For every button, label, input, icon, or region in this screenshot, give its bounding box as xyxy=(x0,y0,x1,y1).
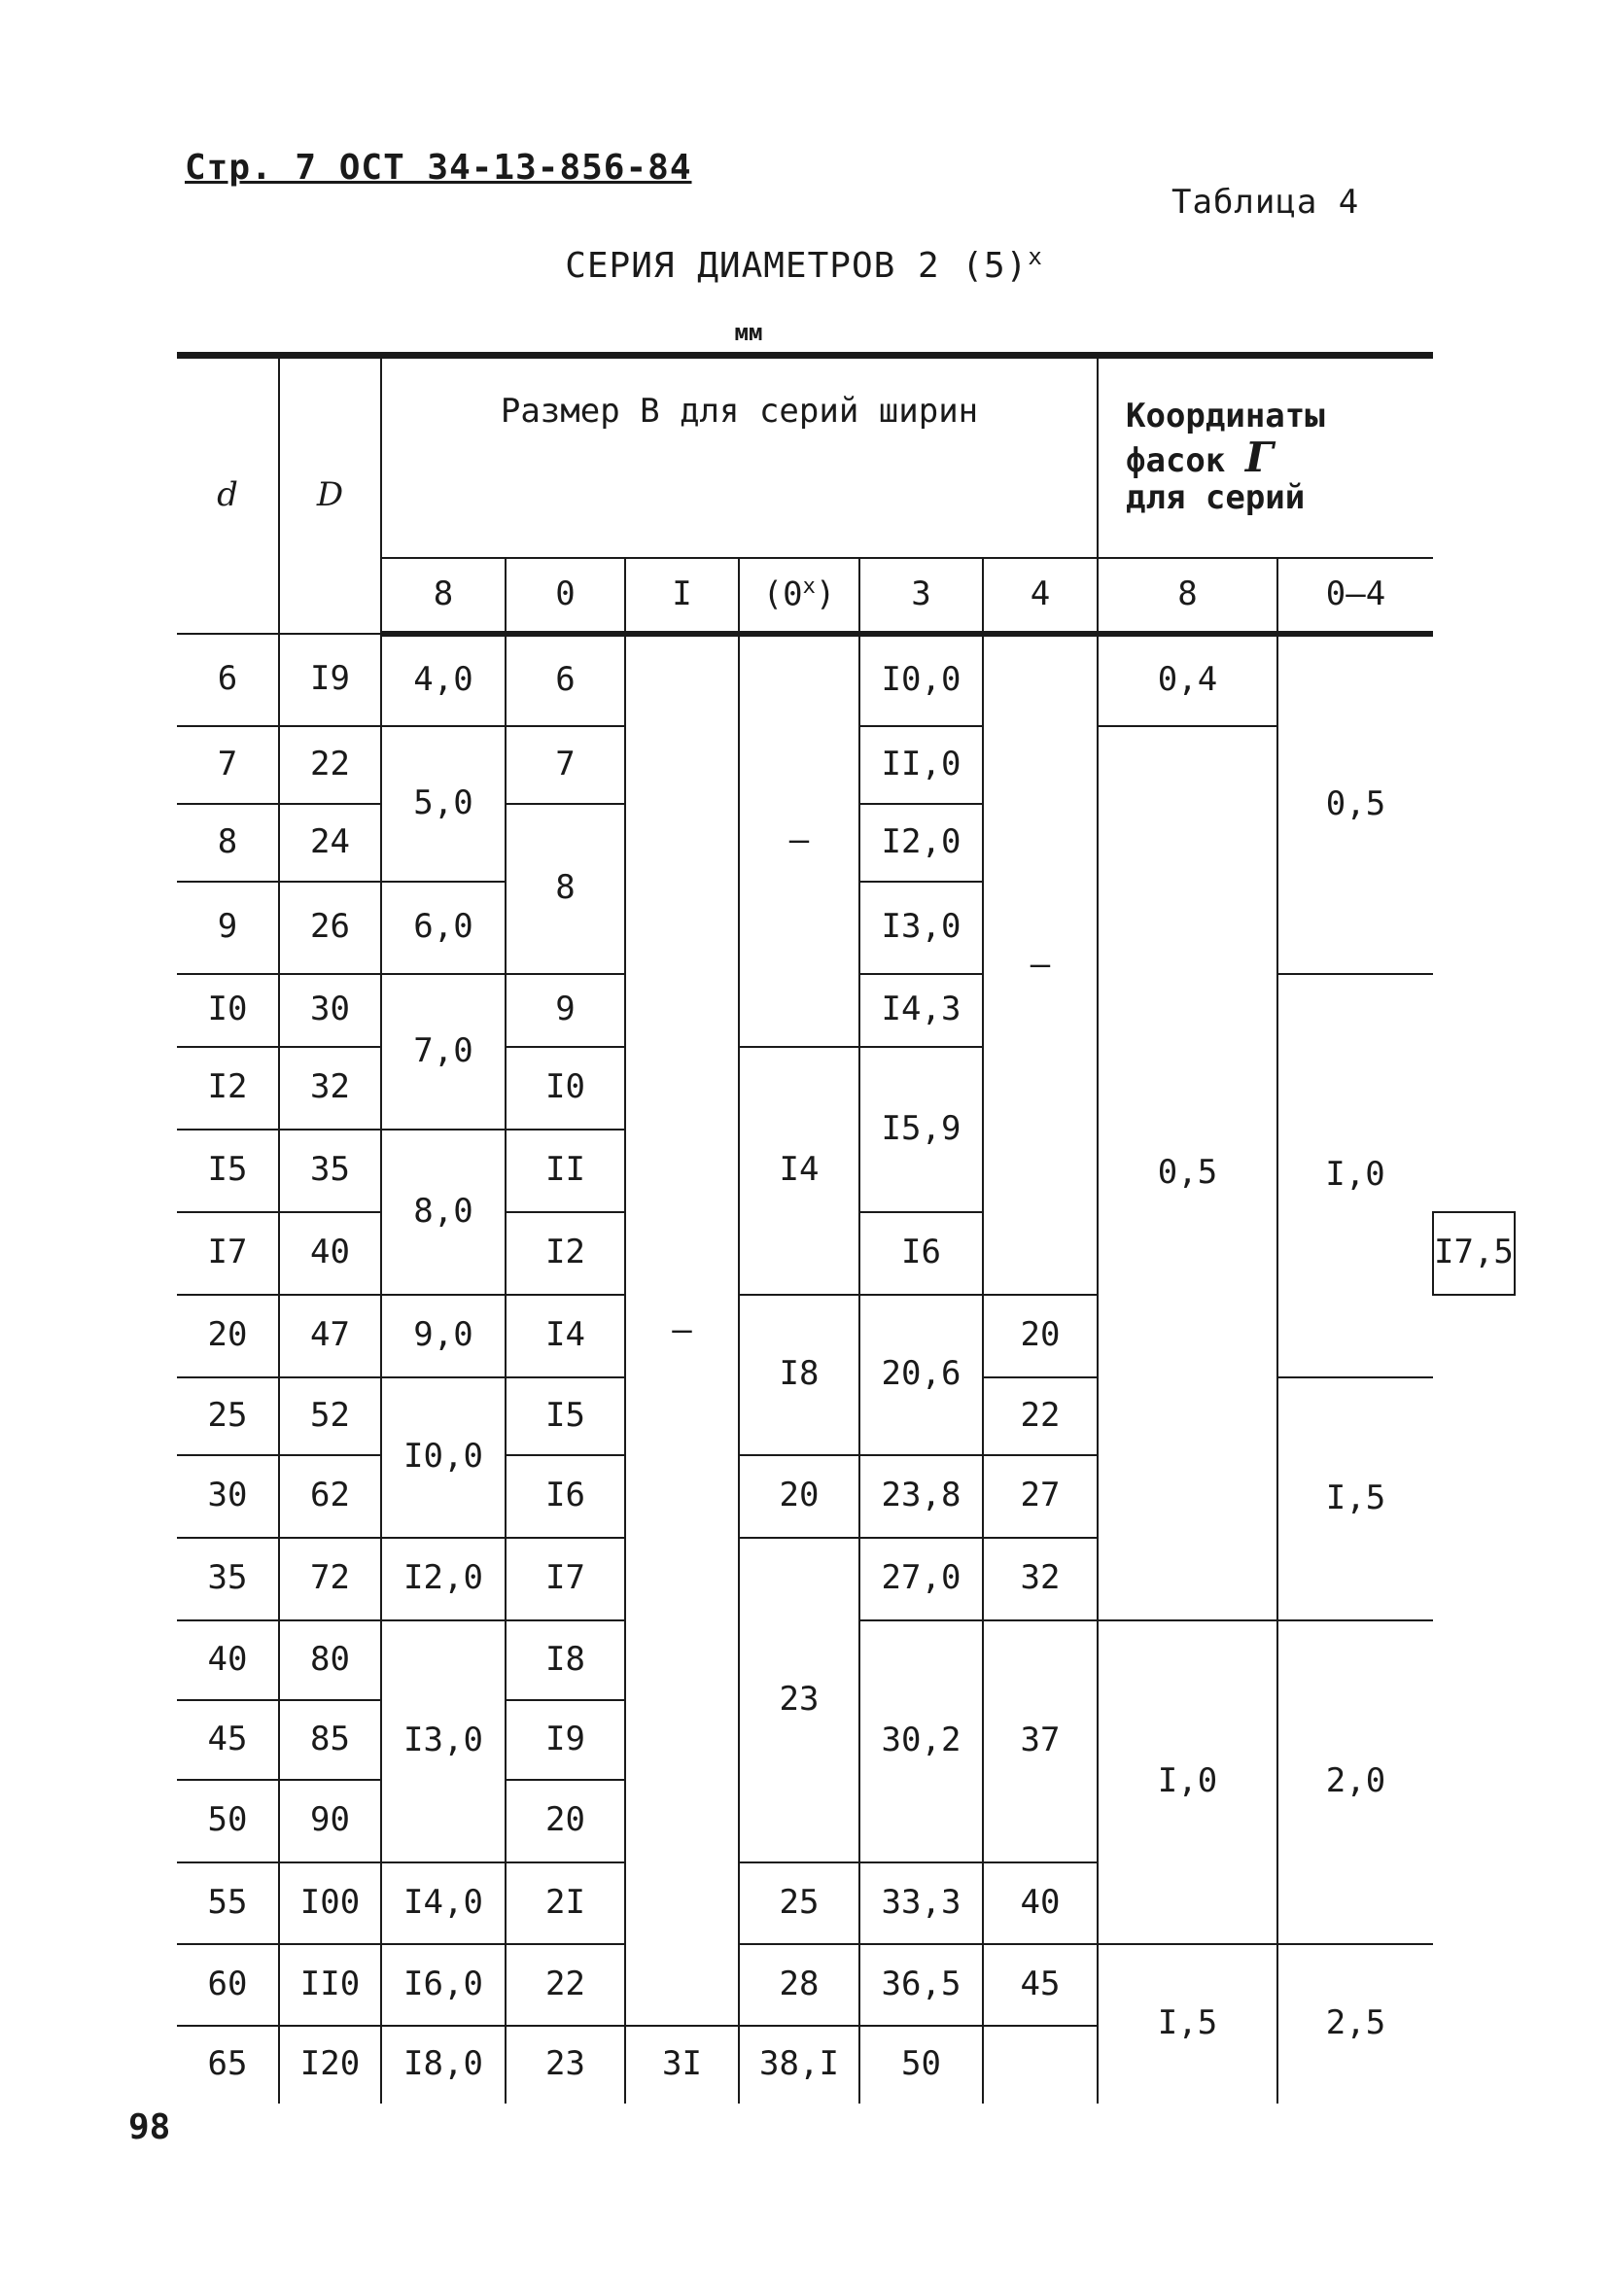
sub-header-0x: $(0^х)$ xyxy=(739,558,859,634)
table-cell-b3: I7,5 xyxy=(1433,1212,1515,1295)
table-cell-d: 35 xyxy=(177,1538,279,1620)
table-cell-b0: I9 xyxy=(506,1700,625,1780)
table-cell-D: 26 xyxy=(279,882,381,974)
table-cell-D: 32 xyxy=(279,1047,381,1130)
table-cell-b0: 7 xyxy=(506,726,625,804)
table-cell-b3: I4,3 xyxy=(859,974,983,1047)
table-cell-b0x: 28 xyxy=(739,1944,859,2026)
width-series-header: Размер В для серий ширин xyxy=(381,356,1098,558)
table-cell-b3: 23,8 xyxy=(859,1455,983,1538)
table-cell-b3: I3,0 xyxy=(859,882,983,974)
sub-header-4: 4 xyxy=(983,558,1098,634)
table-cell-d: 8 xyxy=(177,804,279,882)
table-cell-b8: I6,0 xyxy=(381,1944,506,2026)
table-cell-b0x: I8 xyxy=(739,1295,859,1455)
table-cell-D: II0 xyxy=(279,1944,381,2026)
table-cell-b4: 27 xyxy=(983,1455,1098,1538)
table-cell-b0x: – xyxy=(739,634,859,1047)
table-cell-D: 40 xyxy=(279,1212,381,1295)
table-cell-d: 30 xyxy=(177,1455,279,1538)
table-cell-d: 65 xyxy=(177,2026,279,2104)
table-cell-b3: 33,3 xyxy=(859,1862,983,1944)
table-cell-g8: I,5 xyxy=(1098,1944,1277,2104)
table-cell-d: 7 xyxy=(177,726,279,804)
table-cell-b0x: 25 xyxy=(739,1862,859,1944)
table-cell-b0: I4 xyxy=(506,1295,625,1377)
sub-header-3: 3 xyxy=(859,558,983,634)
table-cell-bI: – xyxy=(625,634,739,2026)
table-cell-b8: 8,0 xyxy=(381,1130,506,1295)
table-cell-g04: 2,5 xyxy=(1277,1944,1433,2104)
sub-header-chamfer-0-4: 0–4 xyxy=(1277,558,1433,634)
table-cell-b4: 45 xyxy=(983,1944,1098,2026)
col-d-header: d xyxy=(177,356,279,634)
table-cell-D: 90 xyxy=(279,1780,381,1862)
units-label: мм xyxy=(734,319,763,346)
table-cell-D: 52 xyxy=(279,1377,381,1455)
table-cell-b4: 32 xyxy=(983,1538,1098,1620)
table-cell-g04: I,0 xyxy=(1277,974,1433,1377)
table-cell-b3: 20,6 xyxy=(859,1295,983,1455)
table-cell-b8: I2,0 xyxy=(381,1538,506,1620)
table-cell-b0: 2I xyxy=(506,1862,625,1944)
table-cell-D: 72 xyxy=(279,1538,381,1620)
table-cell-d: I0 xyxy=(177,974,279,1047)
table-cell-b0x: I6 xyxy=(859,1212,983,1295)
table-cell-g04: 0,5 xyxy=(1277,634,1433,974)
table-cell-D: I00 xyxy=(279,1862,381,1944)
table-cell-b0: 23 xyxy=(506,2026,625,2104)
table-cell-b4: 40 xyxy=(983,1862,1098,1944)
table-cell-d: 20 xyxy=(177,1295,279,1377)
table-cell-b3: 30,2 xyxy=(859,1620,983,1862)
table-cell-d: 6 xyxy=(177,634,279,726)
table-cell-b8: 6,0 xyxy=(381,882,506,974)
table-cell-b0: I8 xyxy=(506,1620,625,1700)
table-cell-b4: 50 xyxy=(859,2026,983,2104)
col-D-header: D xyxy=(279,356,381,634)
table-cell-b0x: 3I xyxy=(625,2026,739,2104)
table-cell-b4: 22 xyxy=(983,1377,1098,1455)
table-cell-D: 30 xyxy=(279,974,381,1047)
table-cell-b0: II xyxy=(506,1130,625,1212)
table-cell-b3: 38,I xyxy=(739,2026,859,2104)
table-cell-b3: I0,0 xyxy=(859,634,983,726)
table-cell-b0: I2 xyxy=(506,1212,625,1295)
table-cell-d: 40 xyxy=(177,1620,279,1700)
table-cell-d: 25 xyxy=(177,1377,279,1455)
table-title: СЕРИЯ ДИАМЕТРОВ 2 $(5)^х$ xyxy=(565,243,1043,286)
table-cell-b3: 36,5 xyxy=(859,1944,983,2026)
sub-header-1: I xyxy=(625,558,739,634)
table-cell-b8: 4,0 xyxy=(381,634,506,726)
sub-header-0: 0 xyxy=(506,558,625,634)
table-cell-b0: 20 xyxy=(506,1780,625,1862)
table-cell-b8: 5,0 xyxy=(381,726,506,882)
table-cell-b3: 27,0 xyxy=(859,1538,983,1620)
table-cell-b4: – xyxy=(983,634,1098,1295)
table-cell-D: 47 xyxy=(279,1295,381,1377)
chamfer-coord-header: Координаты фасок Г для серий xyxy=(1098,356,1433,558)
table-cell-b0: I0 xyxy=(506,1047,625,1130)
table-cell-b0: 9 xyxy=(506,974,625,1047)
table-cell-d: I7 xyxy=(177,1212,279,1295)
table-cell-D: I20 xyxy=(279,2026,381,2104)
table-cell-d: 45 xyxy=(177,1700,279,1780)
table-cell-b0: 8 xyxy=(506,804,625,974)
table-cell-b0: I7 xyxy=(506,1538,625,1620)
table-cell-b0x: 20 xyxy=(739,1455,859,1538)
table-cell-d: 55 xyxy=(177,1862,279,1944)
table-cell-g04: I,5 xyxy=(1277,1377,1433,1620)
table-cell-b4: 37 xyxy=(983,1620,1098,1862)
table-cell-b0: I5 xyxy=(506,1377,625,1455)
table-cell-b8: 7,0 xyxy=(381,974,506,1130)
table-cell-d: 50 xyxy=(177,1780,279,1862)
table-cell-b4: 20 xyxy=(983,1295,1098,1377)
table-cell-b0: I6 xyxy=(506,1455,625,1538)
sub-header-chamfer-8: 8 xyxy=(1098,558,1277,634)
table-cell-b8: 9,0 xyxy=(381,1295,506,1377)
table-cell-D: 62 xyxy=(279,1455,381,1538)
table-cell-b8: I4,0 xyxy=(381,1862,506,1944)
table-cell-b0: 6 xyxy=(506,634,625,726)
page-number: 98 xyxy=(128,2107,171,2147)
table-cell-b3: I5,9 xyxy=(859,1047,983,1212)
table-cell-D: 80 xyxy=(279,1620,381,1700)
table-cell-d: I5 xyxy=(177,1130,279,1212)
table-cell-d: I2 xyxy=(177,1047,279,1130)
table-cell-g04: 2,0 xyxy=(1277,1620,1433,1944)
table-cell-b0: 22 xyxy=(506,1944,625,2026)
table-cell-g8: I,0 xyxy=(1098,1620,1277,1944)
table-cell-b8: I3,0 xyxy=(381,1620,506,1862)
table-cell-b0x: I4 xyxy=(739,1047,859,1295)
table-cell-g8: 0,4 xyxy=(1098,634,1277,726)
table-cell-d: 60 xyxy=(177,1944,279,2026)
table-cell-b8: I0,0 xyxy=(381,1377,506,1538)
sub-header-8: 8 xyxy=(381,558,506,634)
dimensions-table xyxy=(177,352,1516,2104)
table-cell-D: 24 xyxy=(279,804,381,882)
table-cell-D: 22 xyxy=(279,726,381,804)
table-number: Таблица 4 xyxy=(1171,183,1360,222)
table-cell-D: 85 xyxy=(279,1700,381,1780)
table-cell-g8: 0,5 xyxy=(1098,726,1277,1620)
table-cell-b8: I8,0 xyxy=(381,2026,506,2104)
table-cell-D: 35 xyxy=(279,1130,381,1212)
document-code: Стр. 7 ОСТ 34-13-856-84 xyxy=(185,148,692,188)
table-cell-b3: II,0 xyxy=(859,726,983,804)
table-cell-b3: I2,0 xyxy=(859,804,983,882)
table-cell-d: 9 xyxy=(177,882,279,974)
table-cell-b0x: 23 xyxy=(739,1538,859,1862)
table-cell-D: I9 xyxy=(279,634,381,726)
